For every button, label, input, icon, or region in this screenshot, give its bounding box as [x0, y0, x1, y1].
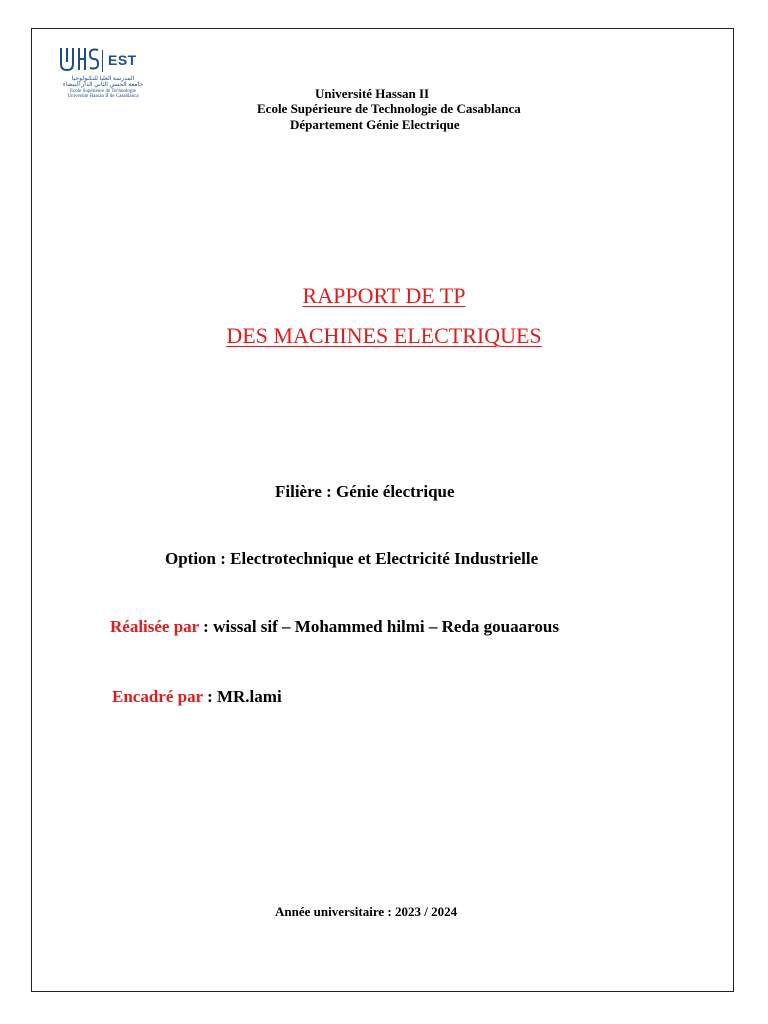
- school-name: Ecole Supérieure de Technologie de Casablanca: [257, 101, 521, 116]
- logo-divider: [102, 50, 103, 72]
- report-title-line-2: DES MACHINES ELECTRIQUES: [226, 323, 542, 348]
- supervisor-label: Encadré par: [112, 687, 203, 706]
- report-title-line-1: RAPPORT DE TP: [302, 283, 466, 308]
- academic-year: Année universitaire : 2023 / 2024: [275, 904, 458, 919]
- logo-french-line-1: Ecole Supérieure de Technologie: [69, 89, 137, 94]
- authors-value: : wissal sif – Mohammed hilmi – Reda gouaarous: [198, 617, 559, 636]
- page-border: [31, 28, 734, 992]
- supervisor-line: [112, 687, 282, 707]
- logo-mark-icon: [58, 46, 100, 74]
- department-name: Département Génie Electrique: [290, 117, 460, 132]
- university-name: Université Hassan II: [315, 86, 430, 101]
- logo-arabic-line-2: جامعة الحسن الثاني الدار البيضاء: [62, 82, 144, 88]
- logo-arabic-line-1: المدرسة العليا للتكنولوجيا: [71, 76, 135, 82]
- authors-line: [110, 617, 559, 637]
- logo-acronym: EST: [108, 52, 137, 68]
- option-line: Option : Electrotechnique et Electricité Industrielle: [165, 549, 539, 568]
- logo-french-line-2: Université Hassan II de Casablanca: [67, 94, 139, 99]
- supervisor-value: : MR.lami: [202, 687, 282, 706]
- filiere-line: Filière : Génie électrique: [275, 482, 455, 501]
- school-logo: [58, 46, 154, 102]
- authors-label: Réalisée par: [110, 617, 199, 636]
